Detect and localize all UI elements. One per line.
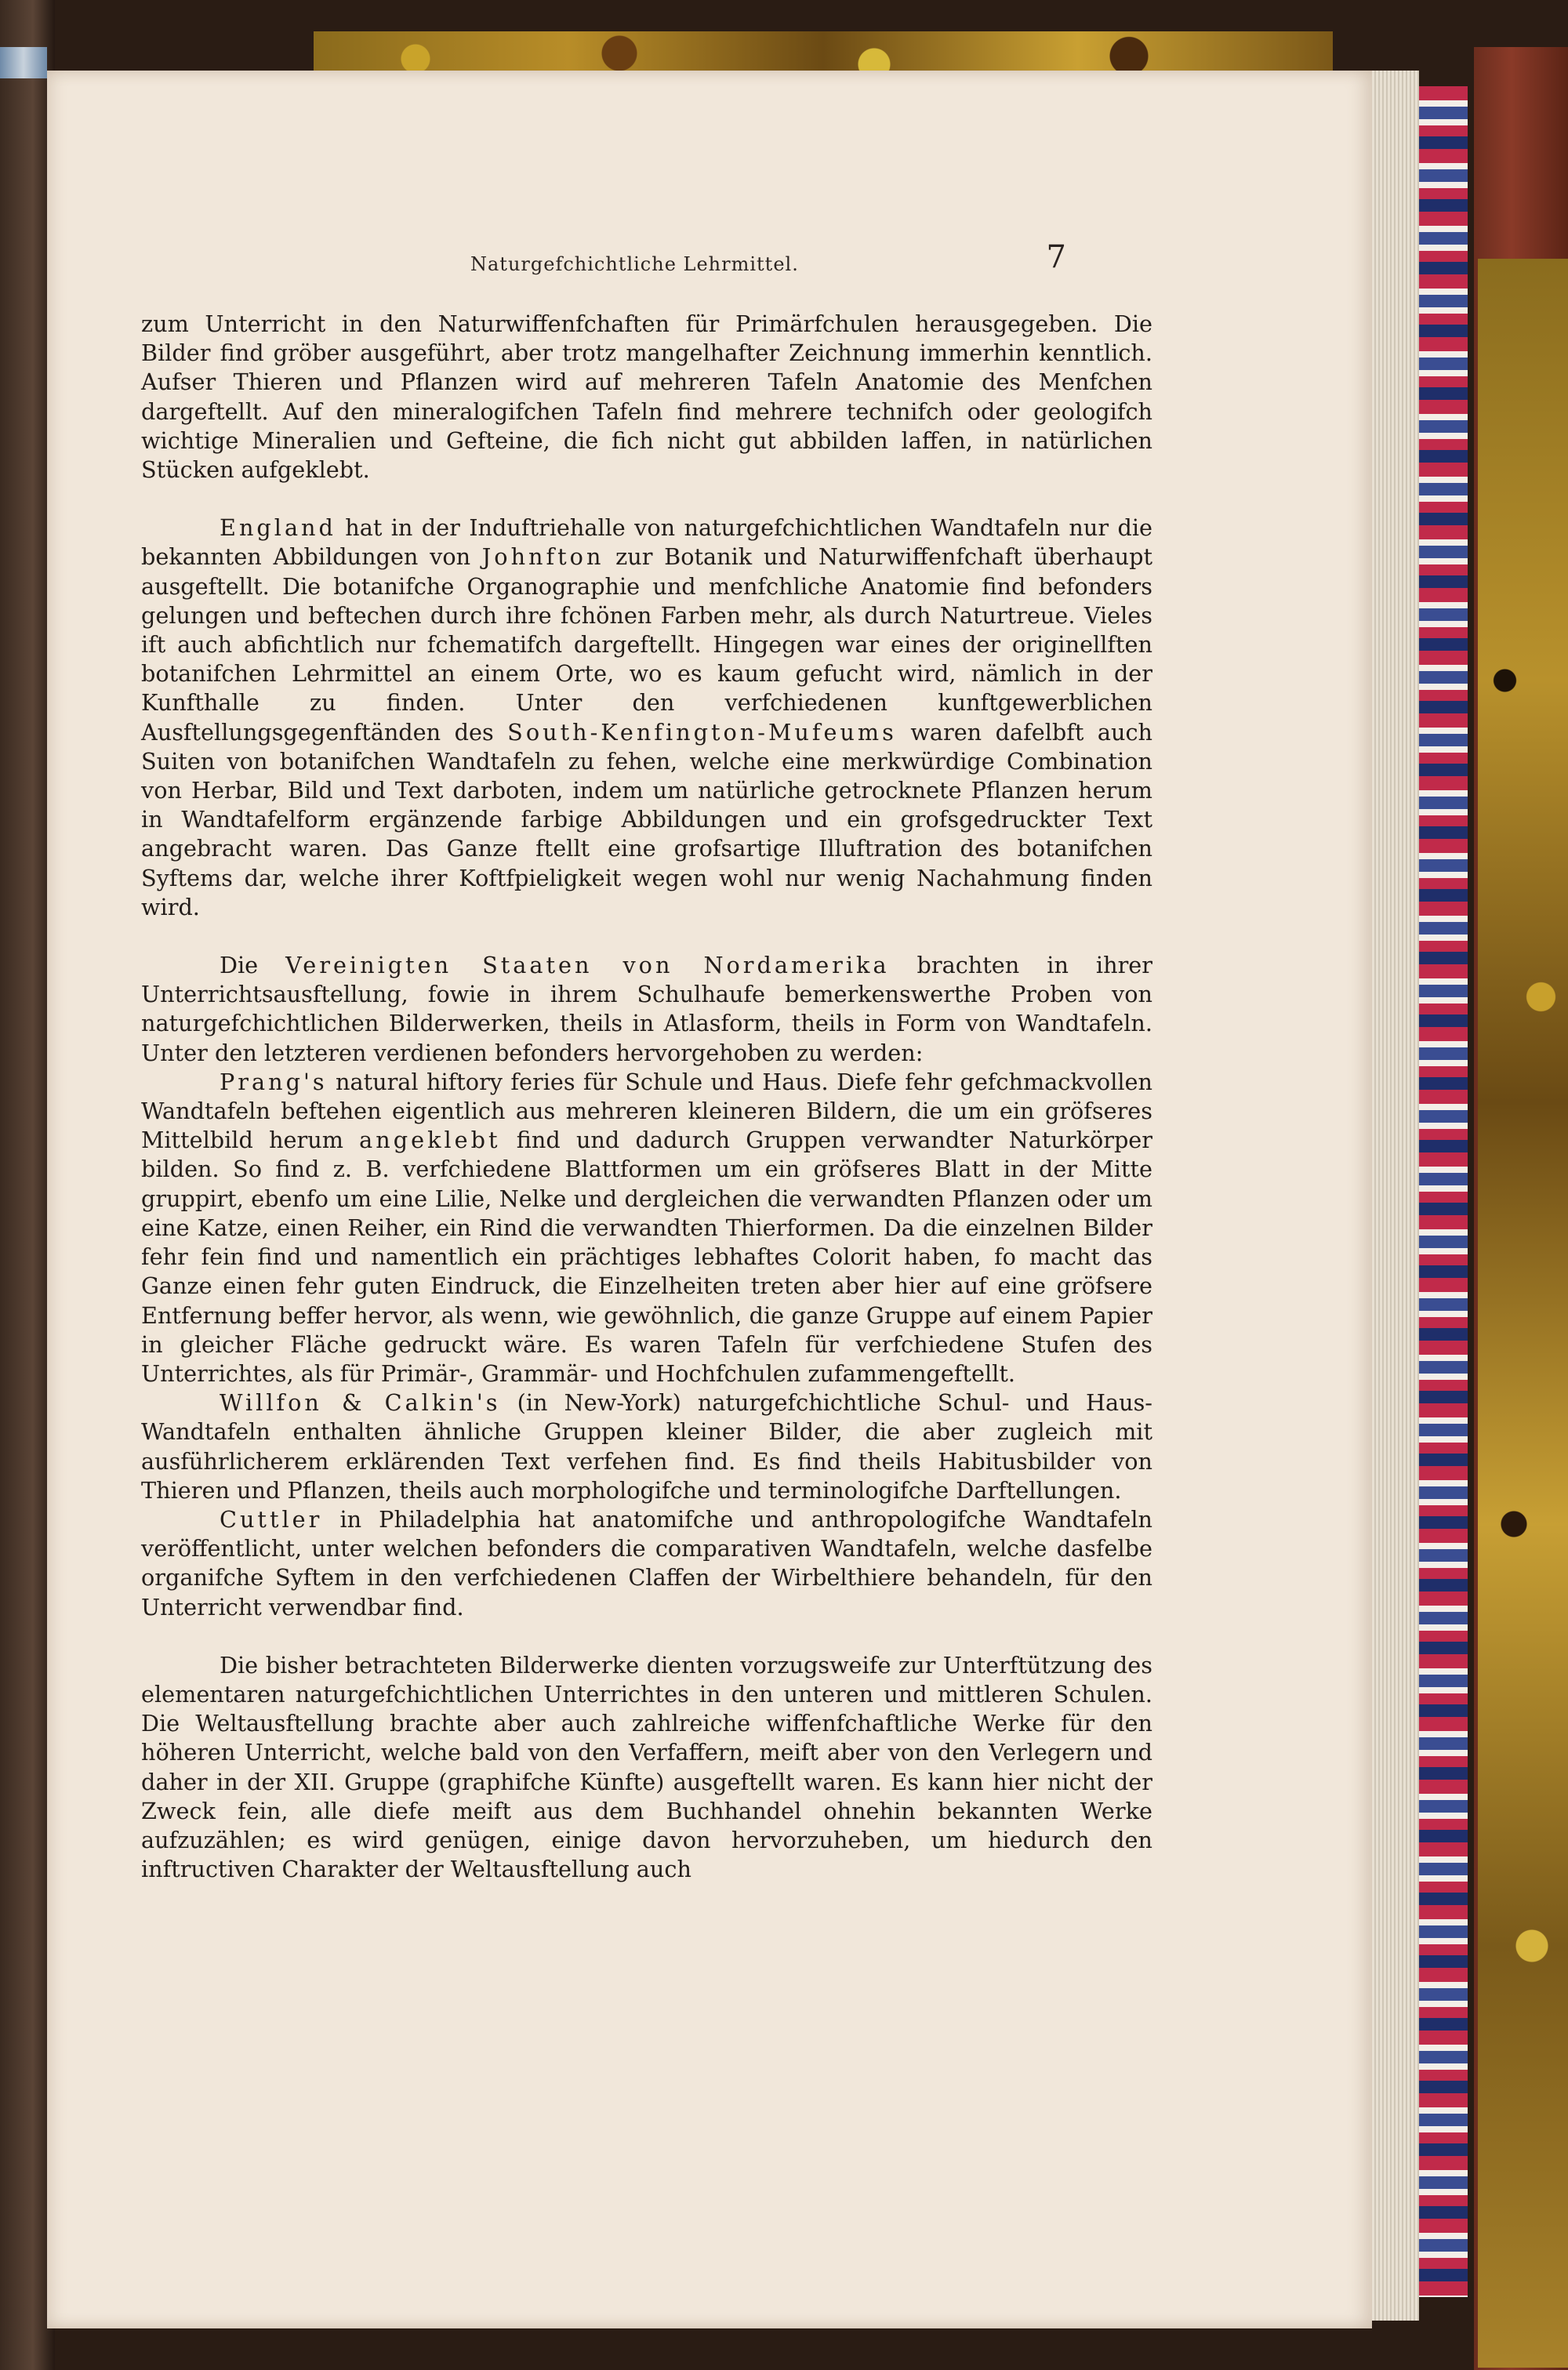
emph-angeklebt: angeklebt [359, 1127, 501, 1154]
paragraph-7: Die bisher betrachteten Bilderwerke dienten vorzugsweife zur Unterftützung des elementaren naturgefchichtlichen Unterrichtes in den unteren und mittleren Schulen. Die Weltausftellung brachte aber auch zahlreiche wiffenfchaftliche Werke für den höheren Unterricht, welche bald von den Verfaffern, meift aber von den Verlegern und daher in der XII. Gruppe (graphifche Künfte) ausgeftellt waren. Es kann hier nicht der Zweck fein, alle diefe meift aus dem Buchhandel ohnehin bekannten Werke aufzuzählen; es wird genügen, einige davon hervorzuheben, um hiedurch den inftructiven Charakter der Weltausftellung auch [141, 1651, 1152, 1883]
paragraph-4-prang: Prang's natural hiftory feries für Schule und Haus. Diefe fehr gefchmackvollen Wandtafeln beftehen eigentlich aus mehreren kleineren Bildern, die um ein gröfseres Mittelbild herum angeklebt find und dadurch Gruppen verwandter Naturkörper bilden. So find z. B. verfchiedene Blattformen um ein gröfseres Blatt in der Mitte gruppirt, ebenfo um eine Lilie, Nelke und dergleichen die verwandten Pflanzen oder um eine Katze, einen Reiher, ein Rind die verwandten Thierformen. Da die einzelnen Bilder fehr fein find und namentlich ein prächtiges lebhaftes Colorit haben, fo macht das Ganze einen fehr guten Eindruck, die Einzelheiten treten aber hier auf eine gröfsere Entfernung beffer hervor, als wenn, wie gewöhnlich, die ganze Gruppe auf einem Papier in gleicher Fläche gedruckt wäre. Es waren Tafeln für verfchiedene Stufen des Unterrichtes, als für Primär-, Grammär- und Hochfchulen zufammengeftellt. [141, 1068, 1152, 1387]
right-marbled-endpaper [1478, 259, 1568, 2368]
left-spine-strip [0, 47, 47, 78]
country-england: England [220, 514, 336, 542]
paragraph-1: zum Unterricht in den Naturwiffenfchaften für Primärfchulen herausgegeben. Die Bilder find gröber ausgeführt, aber trotz mangelhafter Zeichnung immerhin kenntlich. Aufser Thieren und Pflanzen wird auf mehreren Tafeln Anatomie des Menfchen dargeftellt. Auf den mineralogifchen Tafeln find mehrere technifch oder geologifch wichtige Mineralien und Gefteine, die fich nicht gut abbilden laffen, in natürlichen Stücken aufgeklebt. [141, 310, 1152, 484]
paragraph-3-usa: Die Vereinigten Staaten von Nordamerika brachten in ihrer Unterrichtsausftellung, fowie in ihrem Schulhaufe bemerkenswerthe Proben von naturgefchichtlichen Bilderwerken, theils in Atlasform, theils in Form von Wandtafeln. Unter den letzteren verdienen befonders hervorgehoben zu werden: [141, 952, 1152, 1066]
body-text [141, 310, 1152, 1884]
page-number: 7 [1046, 239, 1066, 275]
name-willson-calkin: Willfon & Calkin's [220, 1389, 501, 1417]
paragraph-5-willson: Willfon & Calkin's (in New-York) naturgefchichtliche Schul- und Haus-Wandtafeln enthalten ähnliche Gruppen kleiner Bilder, die aber zugleich mit ausführlicherem erklärenden Text verfehen find. Es find theils Habitusbilder von Thieren und Pflanzen, theils auch morphologifche und terminologifche Darftellungen. [141, 1389, 1152, 1504]
museum-south-kensington: South-Kenfington-Mufeums [507, 718, 897, 746]
name-johnston: Johnfton [481, 543, 604, 571]
page-header [423, 239, 1066, 286]
running-head: Naturgefchichtliche Lehrmittel. [470, 253, 799, 275]
name-prang: Prang's [220, 1068, 328, 1095]
paragraph-6-cuttler: Cuttler in Philadelphia hat anatomifche und anthropologifche Wandtafeln veröffentlicht, unter welchen befonders die comparativen Wandtafeln, welche dasfelbe organifche Syftem in den verfchiedenen Claffen der Wirbelthiere behandeln, für den Unterricht verwendbar find. [141, 1505, 1152, 1621]
paragraph-2-england: England hat in der Induftriehalle von naturgefchichtlichen Wandtafeln nur die bekannten Abbildungen von Johnfton zur Botanik und Naturwiffenfchaft überhaupt ausgeftellt. Die botanifche Organographie und menfchliche Anatomie find befonders gelungen und beftechen durch ihre fchönen Farben mehr, als durch Naturtreue. Vieles ift auch abfichtlich nur fchematifch dargeftellt. Hingegen war eines der originellften botanifchen Lehrmittel an einem Orte, wo es kaum gefucht wird, nämlich in der Kunfthalle zu finden. Unter den verfchiedenen kunftgewerblichen Ausftellungsgegenftänden des South-Kenfington-Mufeums waren dafelbft auch Suiten von botanifchen Wandtafeln zu fehen, welche eine merkwürdige Combination von Herbar, Bild und Text darboten, indem um natürliche getrocknete Pflanzen herum in Wandtafelform ergänzende farbige Abbildungen und ein grofsgedruckter Text angebracht waren. Das Ganze ftellt eine grofsartige Illuftration des botanifchen Syftems dar, welche ihrer Koftfpieligkeit wegen wohl nur wenig Nachahmung finden wird. [141, 514, 1153, 920]
page-block-edges [1364, 71, 1419, 2321]
name-cuttler: Cuttler [220, 1505, 323, 1533]
marbled-fore-edge [1419, 86, 1468, 2297]
country-usa: Vereinigten Staaten von Nordamerika [285, 952, 890, 979]
